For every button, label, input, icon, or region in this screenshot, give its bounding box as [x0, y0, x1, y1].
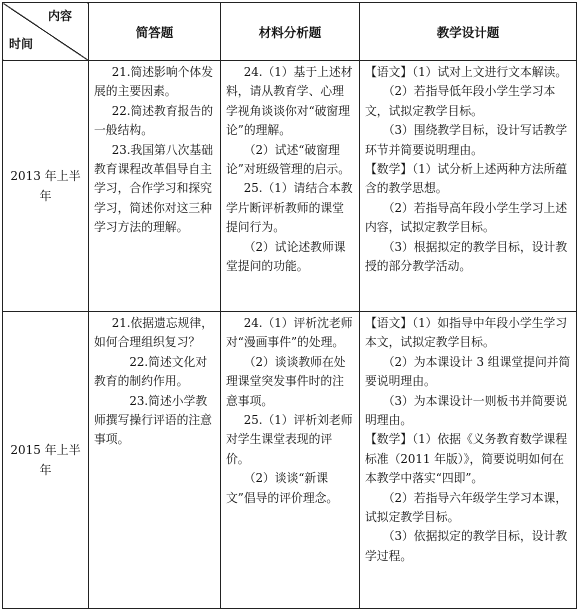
question-text: 21.简述影响个体发展的主要因素。: [94, 65, 214, 99]
teaching-design-cell: [360, 61, 577, 312]
question-text: （3）围绕教学目标，设计写话教学环节并简要说明理由。: [365, 123, 568, 157]
question-text: （2）试述“破窗理论”对班级管理的启示。: [226, 142, 351, 177]
question-text: （2）若指导低年段小学生学习本文，试拟定教学目标。: [365, 84, 556, 118]
question-text: （2）为本课设计 3 组课堂提问并简要说明理由。: [365, 354, 571, 389]
column-header-material-analysis: 材料分析题: [221, 3, 360, 61]
teaching-design-cell: [360, 312, 577, 609]
question-text: 【语文】（1）如指导中年段小学生学习本文，试拟定教学目标。: [365, 316, 568, 350]
question-text: 23.简述小学教师撰写操行评语的注意事项。: [94, 393, 212, 447]
question-text: 【语文】（1）试对上文进行文本解读。: [365, 65, 568, 79]
short-answer-cell: [89, 312, 221, 609]
column-header-teaching-design: 教学设计题: [360, 3, 577, 61]
question-text: （3）为本课设计一则板书并简要说明理由。: [365, 393, 568, 428]
question-text: 25.（1）评析刘老师对学生课堂表现的评价。: [226, 413, 353, 466]
exam-content-table: [2, 2, 577, 609]
material-analysis-cell: [221, 61, 360, 312]
column-header-short-answer: 简答题: [89, 3, 221, 61]
question-text: 24.（1）基于上述材料，请从教育学、心理学视角谈谈你对“破窗理论”的理解。: [226, 65, 353, 138]
corner-time-label: 时间: [9, 37, 34, 51]
question-text: 23.我国第八次基础教育课程改革倡导自主学习，合作学习和探究学习，简述你对这三种学习方法的理解。: [94, 142, 214, 235]
corner-content-label: 内容: [47, 9, 72, 23]
short-answer-cell: [89, 61, 221, 312]
material-analysis-cell: [221, 312, 360, 609]
table-row: [3, 312, 577, 609]
question-text: 【数学】（1）依据《义务教育数学课程标准（2011 年版）》，简要说明如何在本教学中落实“四即”。: [365, 432, 568, 486]
time-cell: 2015 年上半年: [3, 312, 89, 609]
question-text: 24.（1）评析沈老师对“漫画事件”的处理。: [226, 316, 353, 350]
question-text: 21.依据遗忘规律，如何合理组织复习？: [94, 316, 214, 350]
question-text: （2）若指导六年级学生学习本课，试拟定教学目标。: [365, 490, 568, 525]
question-text: （2）谈谈教师在处理课堂突发事件时的注意事项。: [226, 354, 346, 408]
header-row: [3, 3, 577, 61]
corner-header-cell: [3, 3, 89, 61]
question-text: （2）试论述教师课堂提问的功能。: [226, 239, 346, 274]
table-row: [3, 61, 577, 312]
question-text: （3）依据拟定的教学目标，设计教学过程。: [365, 529, 568, 563]
question-text: 22.简述文化对教育的制约作用。: [94, 354, 208, 389]
question-text: （2）若指导高年段小学生学习上述内容，试拟定教学目标。: [365, 200, 568, 235]
question-text: 25.（1）请结合本教学片断评析教师的课堂提问行为。: [226, 181, 353, 235]
question-text: 22.简述教育报告的一般结构。: [94, 103, 214, 138]
question-text: 【数学】（1）试分析上述两种方法所蕴含的教学思想。: [365, 162, 568, 196]
question-text: （3）根据拟定的教学目标，设计教授的部分教学活动。: [365, 239, 568, 274]
time-cell: 2013 年上半年: [3, 61, 89, 312]
question-text: （2）谈谈“新课文”倡导的评价理念。: [226, 471, 339, 505]
